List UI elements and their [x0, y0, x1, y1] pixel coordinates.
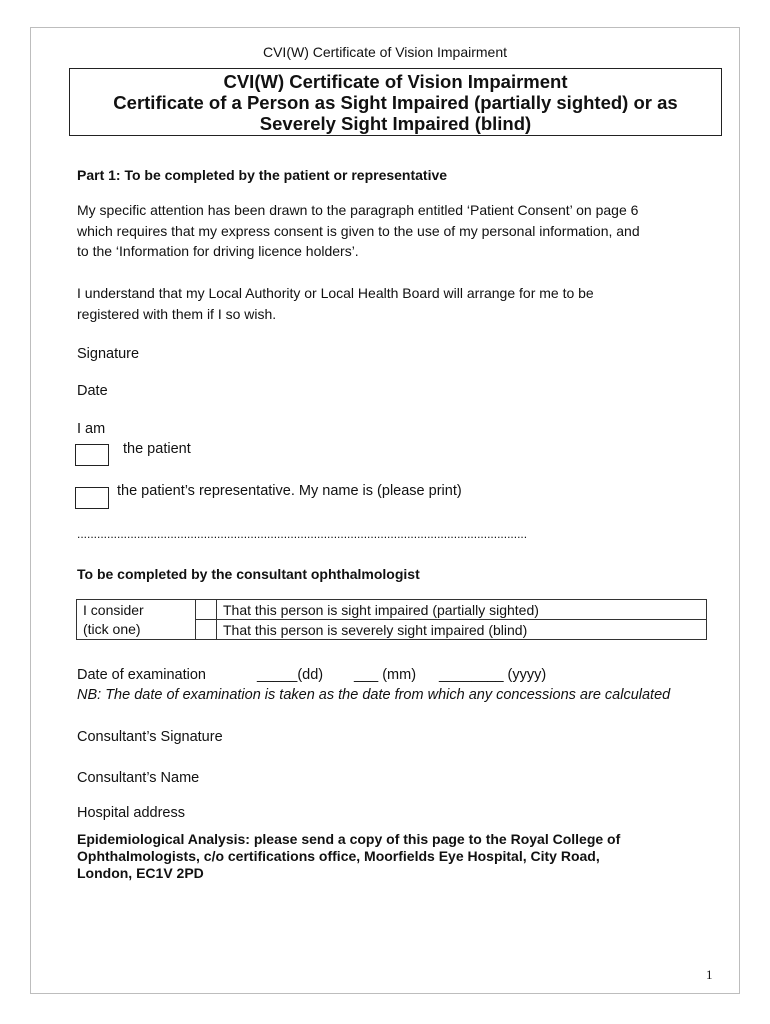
patient-checkbox[interactable] — [75, 444, 109, 466]
tick-box-severely-sight-impaired[interactable] — [196, 620, 217, 640]
consent-line-3: to the ‘Information for driving licence holders’. — [77, 243, 359, 259]
tick-box-sight-impaired[interactable] — [196, 600, 217, 620]
date-of-examination-label: Date of examination — [77, 667, 206, 683]
option-severely-sight-impaired: That this person is severely sight impaired (blind) — [217, 620, 707, 640]
option-sight-impaired: That this person is sight impaired (partially sighted) — [217, 600, 707, 620]
representative-checkbox[interactable] — [75, 487, 109, 509]
hospital-address-label: Hospital address — [77, 805, 185, 821]
exam-year-field[interactable]: ________ (yyyy) — [439, 667, 547, 683]
title-line-3: Severely Sight Impaired (blind) — [259, 113, 532, 134]
representative-option-label: the patient’s representative. My name is (please print) — [117, 483, 462, 499]
title-line-2: Certificate of a Person as Sight Impaired (partially sighted) or as — [113, 92, 678, 113]
date-label: Date — [77, 383, 108, 399]
exam-day-field[interactable]: _____(dd) — [257, 667, 324, 683]
consultant-signature-label: Consultant’s Signature — [77, 729, 223, 745]
signature-label: Signature — [77, 346, 140, 362]
consider-table — [76, 599, 707, 640]
epidemiology-line-3: London, EC1V 2PD — [77, 865, 204, 881]
i-am-label: I am — [77, 421, 106, 437]
patient-option-label: the patient — [123, 441, 191, 457]
consent-paragraph — [77, 200, 640, 262]
consultant-name-label: Consultant’s Name — [77, 770, 200, 786]
tick-one-label: (tick one) — [77, 620, 196, 640]
epidemiology-line-2: Ophthalmologists, c/o certifications office, Moorfields Eye Hospital, City Road, — [77, 848, 600, 864]
registration-paragraph — [77, 283, 594, 324]
nb-note: NB: The date of examination is taken as the date from which any concessions are calculated — [77, 687, 671, 703]
table-row — [77, 620, 707, 640]
title-line-1: CVI(W) Certificate of Vision Impairment — [223, 71, 568, 92]
epidemiology-line-1: Epidemiological Analysis: please send a copy of this page to the Royal College of — [77, 831, 621, 847]
exam-month-field[interactable]: ___ (mm) — [354, 667, 417, 683]
consent-line-1: My specific attention has been drawn to the paragraph entitled ‘Patient Consent’ on page 6 — [77, 202, 639, 218]
part1-heading: Part 1: To be completed by the patient or representative — [77, 167, 448, 183]
registration-line-1: I understand that my Local Authority or Local Health Board will arrange for me to be — [77, 285, 594, 301]
page-number: 1 — [706, 967, 713, 982]
epidemiology-note — [77, 831, 620, 882]
title-box — [69, 68, 722, 136]
table-row — [77, 600, 707, 620]
consider-label: I consider — [77, 600, 196, 620]
consent-line-2: which requires that my express consent is given to the use of my personal information, and — [77, 222, 640, 239]
running-header: CVI(W) Certificate of Vision Impairment — [262, 44, 508, 60]
representative-name-line[interactable]: ....................................................................................................................................... — [77, 527, 528, 541]
registration-line-2: registered with them if I so wish. — [77, 305, 277, 322]
consultant-heading: To be completed by the consultant ophthalmologist — [77, 566, 420, 582]
